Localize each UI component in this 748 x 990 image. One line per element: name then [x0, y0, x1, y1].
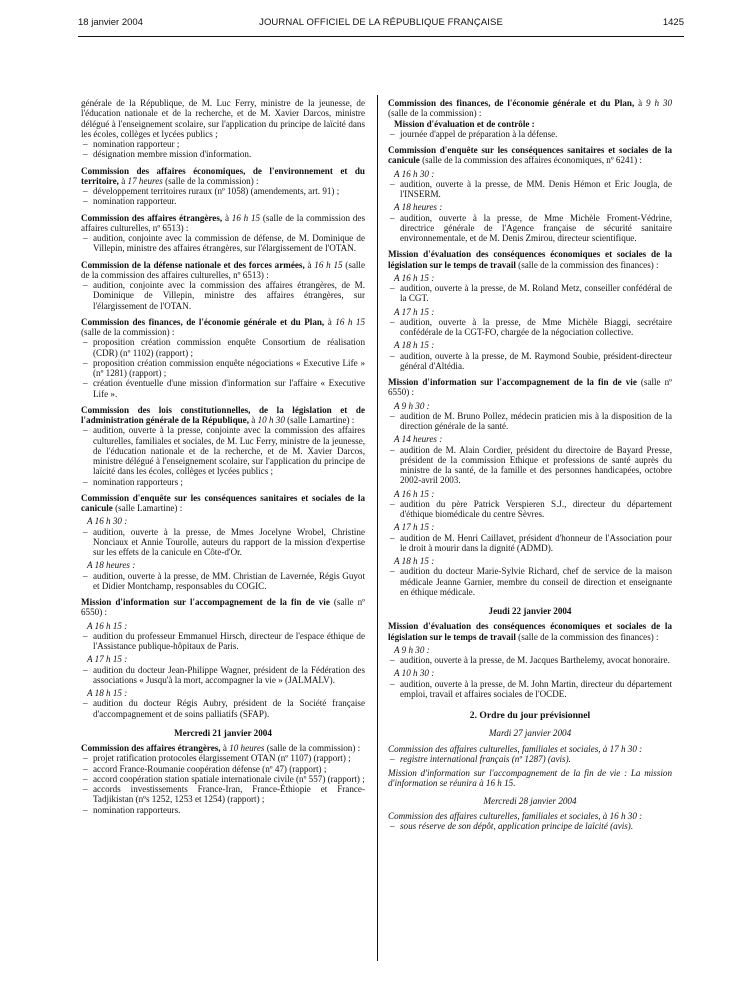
journal-title: JOURNAL OFFICIEL DE LA RÉPUBLIQUE FRANÇAISE [259, 17, 503, 28]
session-time: 16 h 15 [314, 259, 343, 270]
list-item: – audition du docteur Régis Aubry, président de la Société française d'accompagnement et de soins palliatifs (SFAP). [93, 698, 365, 719]
ordre-du-jour [388, 728, 672, 831]
list-item: – désignation membre mission d'information. [93, 149, 365, 159]
ordre-du-jour-heading: 2. Ordre du jour prévisionnel [469, 710, 591, 721]
agenda-list [400, 283, 672, 304]
list-item: – audition de M. Henri Caillavet, président d'honneur de l'Association pour le droit à mourir dans la dignité (ADMD). [400, 533, 672, 554]
section-affaires-etrangeres: Commission des affaires étrangères, à 16 h 15 (salle de la commission des affaires culturelles, nº 6513) : [81, 212, 365, 233]
agenda-list [93, 186, 365, 207]
list-item: – audition, ouverte à la presse, de Mme Michèle Froment-Védrine, directrice générale de l'Agence française de sécurité sanitaire environnementale, et de M. Denis Zmirou, directeur scientifique. [400, 213, 672, 244]
section-fin-de-vie: Mission d'information sur l'accompagnement de la fin de vie (salle nº 6550) : [81, 597, 365, 618]
session-time: A 17 h 15 : [394, 306, 435, 317]
section-title: Commission des finances, de l'économie générale et du Plan, [81, 316, 325, 327]
list-item: – nomination rapporteurs. [93, 805, 365, 815]
section-title: Commission de la défense nationale et des forces armées, [81, 259, 305, 270]
section-finances-wed: Commission des finances, de l'économie générale et du Plan, à 9 h 30 (salle de la commission) : [388, 98, 672, 119]
list-item: – proposition création commission enquête négociations « Executive Life » (nº 1281) (rapport) ; [93, 358, 365, 379]
section-title: Commission des finances, de l'économie générale et du Plan, [388, 98, 635, 108]
list-item: – audition, ouverte à la presse, de MM. Christian de Lavernée, Régis Guyot et Didier Montchamp, responsables du COGIC. [93, 571, 365, 592]
list-item: – nomination rapporteur ; [93, 139, 365, 149]
section-title: Mission d'évaluation des conséquences économiques et sociales de la législation sur le temps de travail [388, 621, 672, 642]
section-title: Commission des affaires étrangères, [81, 212, 223, 223]
list-item: – projet ratification protocoles élargissement OTAN (nº 1107) (rapport) ; [93, 753, 365, 763]
session-time: A 18 h 15 : [394, 340, 435, 351]
agenda-list [400, 411, 672, 432]
section-title: Commission d'enquête sur les conséquences sanitaires et sociales de la canicule [81, 492, 365, 513]
section-affaires-etrangeres-wed: Commission des affaires étrangères, à 10 heures (salle de la commission) : [81, 743, 361, 753]
list-item: – audition, ouverte à la presse, de M. Jacques Barthelemy, avocat honoraire. [400, 655, 672, 665]
list-item: – audition de M. Alain Cordier, président du directoire de Bayard Presse, président de la commission Ethique et professions de santé auprès du ministre de la santé, de la famille et des personnes handicapées, octobre 2002-avril 2003. [400, 445, 672, 486]
section-canicule-wed: Commission d'enquête sur les conséquences sanitaires et sociales de la canicule (salle de la commission des affaires économiques, nº 6241) : [388, 145, 672, 166]
session-time: A 18 h 15 : [87, 688, 128, 698]
list-item: – nomination rapporteurs ; [93, 477, 365, 487]
section-temps-de-travail: Mission d'évaluation des conséquences économiques et sociales de la législation sur le temps de travail (salle de la commission des finances) : [388, 249, 672, 270]
session-time: 16 h 15 [335, 316, 365, 327]
section-affaires-culturelles: Commission des affaires culturelles, familiales et sociales, à 17 h 30 : [388, 743, 643, 754]
list-item: – audition, ouverte à la presse, de Mmes Jocelyne Wrobel, Christine Nonciaux et Annie Tourolle, auteurs du rapport de la mission d'expertise sur les effets de la canicule en Côte-d'Or. [93, 527, 365, 558]
list-item: – accords investissements France-Iran, France-Éthiopie et France-Tadjikistan (nºs 1252, 1253 et 1254) (rapport) ; [93, 784, 365, 805]
agenda-list [400, 754, 672, 764]
list-item: – nomination rapporteur. [93, 196, 365, 206]
agenda-list [400, 129, 672, 139]
day-heading: Mercredi 21 janvier 2004 [174, 727, 272, 738]
agenda-list [400, 499, 672, 520]
agenda-list [93, 753, 365, 815]
column-divider [377, 95, 378, 961]
section-affaires-economiques: Commission des affaires économiques, de l'environnement et du territoire, à 17 heures (salle de la commission) : [81, 165, 365, 186]
agenda-list [93, 280, 365, 311]
session-time: 9 h 30 [646, 98, 672, 108]
section-canicule: Commission d'enquête sur les conséquences sanitaires et sociales de la canicule (salle Lamartine) : [81, 492, 365, 513]
list-item: – création éventuelle d'une mission d'information sur l'affaire « Executive Life ». [93, 378, 365, 399]
list-item: – audition du docteur Marie-Sylvie Richard, chef de service de la maison médicale Jeanne Garnier, membre du conseil de direction et enseignante en éthique médicale. [400, 566, 672, 597]
agenda-list [400, 317, 672, 338]
header-date: 18 janvier 2004 [78, 17, 143, 28]
session-time: A 14 heures : [394, 434, 443, 445]
sub-heading: Mission d'évaluation et de contrôle : [394, 118, 535, 129]
list-item: – audition du docteur Jean-Philippe Wagner, président de la Fédération des associations « Jusqu'à la mort, accompagner la vie » (JALMALV). [93, 665, 365, 686]
agenda-list [93, 337, 365, 399]
day-heading: Mardi 27 janvier 2004 [488, 728, 572, 739]
section-title: Mission d'information sur l'accompagnement de la fin de vie [388, 377, 637, 387]
section-title: Commission des affaires étrangères, [81, 743, 221, 753]
agenda-list [400, 533, 672, 554]
list-item: – audition, ouverte à la presse, de M. John Martin, directeur du département emploi, travail et affaires sociales de l'OCDE. [400, 679, 672, 700]
section-defense: Commission de la défense nationale et des forces armées, à 16 h 15 (salle de la commission des affaires culturelles, nº 6513) : [81, 259, 365, 280]
agenda-list [400, 821, 672, 831]
agenda-list [93, 571, 365, 592]
agenda-list [93, 665, 365, 686]
list-item: – audition, ouverte à la presse, de M. Roland Metz, conseiller confédéral de la CGT. [400, 283, 672, 304]
list-item: – journée d'appel de préparation à la défense. [400, 129, 672, 139]
section-title: Commission des affaires économiques, de l'environnement et du territoire, [81, 165, 365, 186]
session-time: 16 h 30 [609, 810, 637, 821]
agenda-list [93, 631, 365, 652]
list-item: – développement territoires ruraux (nº 1058) (amendements, art. 91) ; [93, 186, 365, 196]
agenda-list [400, 213, 672, 244]
agenda-list [400, 655, 672, 665]
session-time: A 18 h 15 : [394, 556, 435, 566]
right-column [388, 98, 672, 831]
session-time: A 9 h 30 : [394, 400, 430, 411]
session-time: A 16 h 30 : [87, 516, 128, 527]
list-item: – sous réserve de son dépôt, application principe de laïcité (avis). [400, 821, 672, 831]
mission-note: Mission d'information sur l'accompagnement de la fin de vie : La mission d'information se réunira à 16 h 15. [388, 768, 672, 789]
section-lois: Commission des lois constitutionnelles, de la législation et de l'administration générale de la République, à 10 h 30 (salle Lamartine) : [81, 404, 365, 425]
list-item: – audition du professeur Emmanuel Hirsch, directeur de l'espace éthique de l'Assistance publique-hôpitaux de Paris. [93, 631, 365, 652]
agenda-list [93, 698, 365, 719]
page-number: 1425 [662, 17, 684, 28]
section-temps-de-travail-thu: Mission d'évaluation des conséquences économiques et sociales de la législation sur le temps de travail (salle de la commission des finances) : [388, 621, 672, 642]
section-affaires-culturelles: Commission des affaires culturelles, familiales et sociales, à 16 h 30 : [388, 810, 643, 821]
agenda-list [400, 351, 672, 372]
agenda-list [400, 445, 672, 486]
agenda-list [93, 527, 365, 558]
list-item: – proposition création commission enquête Consortium de réalisation (CDR) (nº 1102) (rapport) ; [93, 337, 365, 358]
list-item: – audition du père Patrick Verspieren S.J., directeur du département d'éthique biomédicale du centre Sèvres. [400, 499, 672, 520]
list-item: – audition de M. Bruno Pollez, médecin praticien mis à la disposition de la direction générale de la santé. [400, 411, 672, 432]
day-heading: Jeudi 22 janvier 2004 [488, 606, 572, 616]
intro-paragraph: générale de la République, de M. Luc Ferry, ministre de la jeunesse, de l'éducation nationale et de la recherche, et de M. Xavier Darcos, ministre délégué à l'enseignement scolaire, sur l'application du principe de laïcité dans les écoles, collèges et lycées publics ; [81, 98, 365, 139]
list-item: – audition, ouverte à la presse, de Mme Michèle Biaggi, secrétaire confédérale de la CGT-FO, chargée de la négociation collective. [400, 317, 672, 338]
session-time: 10 heures [229, 743, 265, 753]
list-item: – audition, ouverte à la presse, de MM. Denis Hémon et Eric Jougla, de l'INSERM. [400, 179, 672, 200]
left-column [81, 98, 365, 815]
section-title: Commission d'enquête sur les conséquences sanitaires et sociales de la canicule [388, 145, 672, 166]
list-item: – accord France-Roumanie coopération défense (nº 47) (rapport) ; [93, 764, 365, 774]
session-time: 17 heures [127, 175, 163, 186]
list-item: – audition, ouverte à la presse, conjointe avec la commission des affaires culturelles, familiales et sociales, de M. Luc Ferry, ministre de la jeunesse, de l'éducation nationale et de la recherche, et de M. Xavier Darcos, ministre délégué à l'enseignement scolaire, sur l'application du principe de laïcité dans les écoles, collèges et lycées publics ; [93, 425, 365, 476]
day-heading: Mercredi 28 janvier 2004 [483, 795, 577, 806]
agenda-list [93, 233, 365, 254]
session-time: A 17 h 15 : [87, 654, 128, 665]
agenda-list [400, 179, 672, 200]
section-title: Commission des lois constitutionnelles, de la législation et de l'administration générale de la République, [81, 404, 365, 425]
session-time: A 17 h 15 : [394, 522, 435, 533]
session-time: A 10 h 30 : [394, 668, 435, 679]
session-time: A 9 h 30 : [394, 644, 430, 655]
session-time: A 18 heures : [394, 202, 443, 213]
session-time: A 16 h 30 : [394, 168, 435, 179]
header-rule [78, 36, 684, 37]
session-time: 10 h 30 [257, 415, 285, 425]
session-time: A 16 h 15 : [87, 620, 128, 631]
list-item: – audition, conjointe avec la commission de défense, de M. Dominique de Villepin, ministre des affaires étrangères, sur l'élargissement de l'OTAN. [93, 233, 365, 254]
list-item: – registre international français (nº 1287) (avis). [400, 754, 672, 764]
list-item: – audition, conjointe avec la commission des affaires étrangères, de M. Dominique de Villepin, ministre des affaires étrangères, sur l'élargissement de l'OTAN. [93, 280, 365, 311]
intro-list [93, 139, 365, 160]
session-time: A 16 h 15 : [394, 488, 435, 499]
agenda-list [93, 425, 365, 487]
list-item: – audition, ouverte à la presse, de M. Raymond Soubie, président-directeur général d'Altédia. [400, 351, 672, 372]
list-item: – accord coopération station spatiale internationale civile (nº 557) (rapport) ; [93, 774, 365, 784]
section-title: Mission d'information sur l'accompagnement de la fin de vie [81, 597, 330, 607]
session-time: A 16 h 15 : [394, 272, 435, 283]
session-time: 16 h 15 [231, 212, 261, 223]
section-title: Mission d'évaluation des conséquences économiques et sociales de la législation sur le temps de travail [388, 249, 672, 270]
section-fin-de-vie-wed: Mission d'information sur l'accompagnement de la fin de vie (salle nº 6550) : [388, 377, 672, 398]
agenda-list [400, 679, 672, 700]
section-finances: Commission des finances, de l'économie générale et du Plan, à 16 h 15 (salle de la commission) : [81, 316, 365, 337]
session-time: A 18 heures : [87, 560, 136, 571]
page-header [78, 15, 684, 31]
session-time: 17 h 30 [609, 743, 637, 754]
agenda-list [400, 566, 672, 597]
